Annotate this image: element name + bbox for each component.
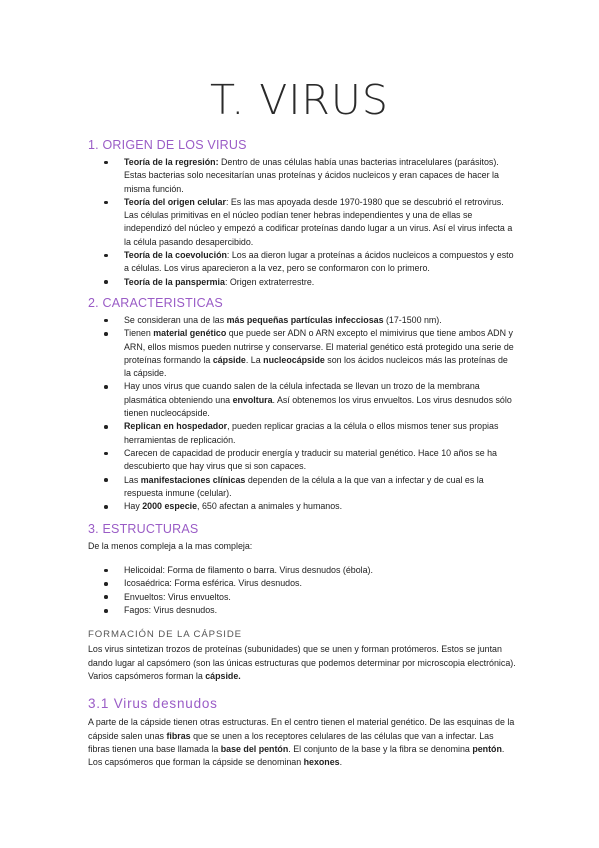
list-item: Teoría de la panspermia: Origen extraterrestre. (124, 276, 516, 289)
estructuras-list (88, 564, 516, 618)
list-item: Las manifestaciones clínicas dependen de la célula a la que van a infectar y de cual es la respuesta inmune (celular). (124, 474, 516, 501)
section-heading-caracteristicas: 2. CARACTERISTICAS (88, 295, 223, 310)
list-item: Replican en hospedador, pueden replicar gracias a la célula o ellos mismos tener sus propias herramientas de replicación. (124, 420, 516, 447)
section-heading-virus-desnudos: 3.1 Virus desnudos (88, 696, 218, 712)
list-item: Hay unos virus que cuando salen de la célula infectada se llevan un trozo de la membrana plasmática obteniendo una envoltura. Así obtenemos los virus envueltos. Los virus desnudos sólo tienen nucleocápside. (124, 380, 516, 420)
list-item: Envueltos: Virus envueltos. (124, 591, 516, 604)
list-item: Carecen de capacidad de producir energía y traducir su material genético. Hace 10 años se ha descubierto que hay virus que si son capaces. (124, 447, 516, 474)
list-item: Hay 2000 especie, 650 afectan a animales y humanos. (124, 500, 516, 513)
subheading-formacion-capside: FORMACIÓN DE LA CÁPSIDE (88, 629, 242, 641)
list-item: Teoría del origen celular: Es las mas apoyada desde 1970-1980 que se descubrió el retrovirus. Las células primitivas en el núcleo podían tener hebras independientes y una de ellas se independizó del núcleo y empezó a codificar proteínas dando lugar a un virus. Así el virus infecta a la célula pasando desapercibido. (124, 196, 516, 249)
list-item: Tienen material genético que puede ser ADN o ARN excepto el mimivirus que tiene ambos ADN y ARN, ellos mismos pueden nutrirse y conservarse. El material genético está protegido una serie de proteínas formando la cápside. La nucleocápside son los ácidos nucleicos más las proteínas de la cápside. (124, 327, 516, 380)
caracteristicas-list (88, 314, 516, 513)
section-heading-estructuras: 3. ESTRUCTURAS (88, 522, 199, 537)
page-title: T. VIRUS (210, 76, 389, 124)
list-item: Fagos: Virus desnudos. (124, 604, 516, 617)
origen-list (88, 156, 516, 289)
list-item: Helicoidal: Forma de filamento o barra. Virus desnudos (ébola). (124, 564, 516, 577)
document-body (88, 138, 516, 770)
list-item: Se consideran una de las más pequeñas partículas infecciosas (17-1500 nm). (124, 314, 516, 327)
list-item: Teoría de la coevolución: Los aa dieron lugar a proteínas a ácidos nucleicos a compuestos y esto a células. Los virus aparecieron a la vez, pero se conformaron con lo primero. (124, 249, 516, 276)
estructuras-intro: De la menos compleja a la mas compleja: (88, 541, 253, 552)
formacion-paragraph: Los virus sintetizan trozos de proteínas (subunidades) que se unen y forman protómeros. Estos se juntan dando lugar al capsómero (son las únicas estructuras que podemos determinar por microscopia electrónica). Varios capsómeros forman la cápside. (88, 644, 516, 682)
list-item: Icosaédrica: Forma esférica. Virus desnudos. (124, 577, 516, 590)
list-item: Teoría de la regresión: Dentro de unas células había unas bacterias intracelulares (parásitos). Estas bacterias solo necesitarían unas proteínas y ácidos nucleicos y eran capaces de hacer la misma función. (124, 156, 516, 196)
virus-desnudos-paragraph: A parte de la cápside tienen otras estructuras. En el centro tienen el material genético. De las esquinas de la cápside salen unas fibras que se unen a los receptores celulares de las células que van a infectar. Las fibras tienen una base llamada la base del pentón. El conjunto de la base y la fibra se denomina pentón. Los capsómeros que forman la cápside se denominan hexones. (88, 717, 515, 768)
section-heading-origen: 1. ORIGEN DE LOS VIRUS (88, 138, 247, 152)
